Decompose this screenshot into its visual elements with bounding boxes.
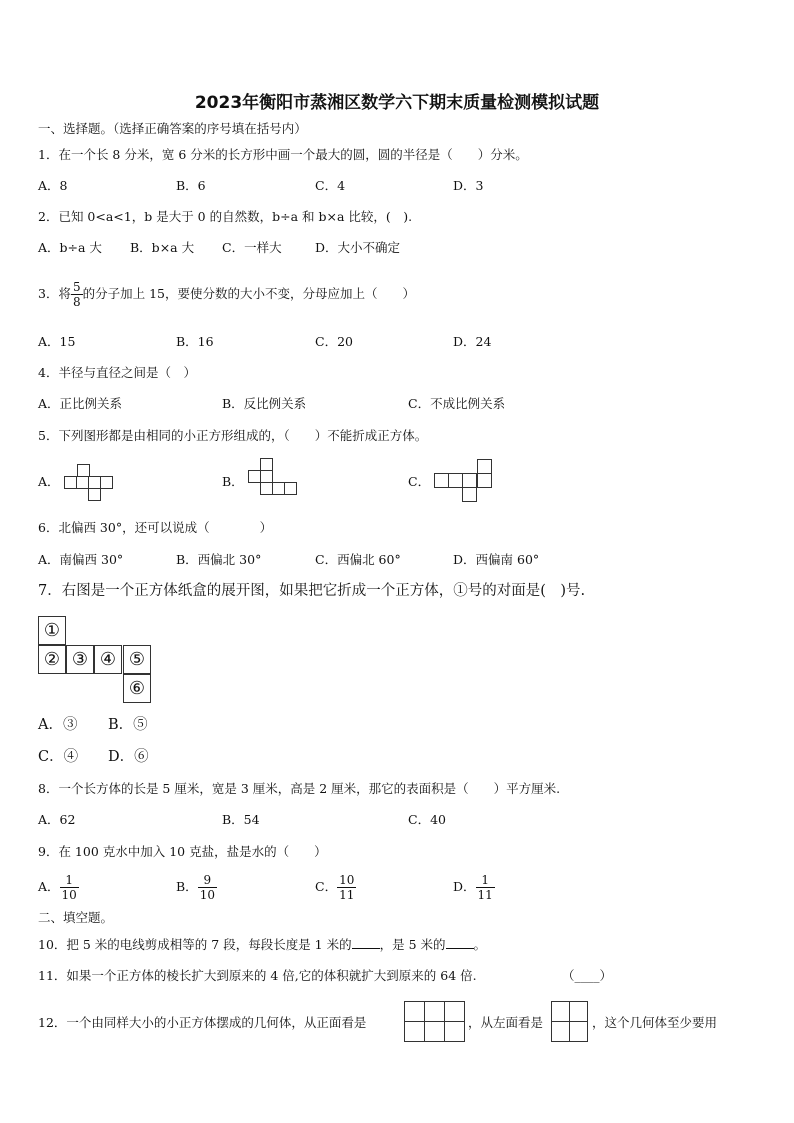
q12-part-3: ，这个几何体至少要用 bbox=[592, 1015, 718, 1030]
question-9-stem: 9．在 100 克水中加入 10 克盐，盐是水的（ ） bbox=[38, 844, 327, 859]
q9-option-b bbox=[176, 870, 217, 904]
q9-option-a-fraction bbox=[60, 873, 79, 902]
q1-option-a: A．8 bbox=[38, 178, 68, 193]
q9-option-a-label: A． bbox=[38, 879, 60, 894]
q9-b-numerator: 9 bbox=[198, 873, 217, 888]
q3-fraction-numerator: 5 bbox=[72, 280, 81, 294]
q2-option-c: C．一样大 bbox=[222, 240, 282, 255]
q9-b-denominator: 10 bbox=[199, 888, 215, 902]
q7-cell-6: ⑥ bbox=[123, 674, 151, 703]
q9-option-d bbox=[453, 870, 495, 904]
q1-option-c: C．4 bbox=[315, 178, 346, 193]
q7-cell-4: ④ bbox=[94, 645, 122, 674]
question-2-stem: 2．已知 0<a<1，b 是大于 0 的自然数，b÷a 和 b×a 比较，( ). bbox=[38, 209, 413, 224]
q8-option-b: B．54 bbox=[222, 812, 260, 827]
q9-c-numerator: 10 bbox=[339, 873, 355, 887]
q7-cube-net bbox=[38, 616, 154, 704]
q9-d-numerator: 1 bbox=[476, 873, 495, 888]
q7-cell-3: ③ bbox=[66, 645, 94, 674]
q9-d-denominator: 11 bbox=[477, 888, 493, 902]
q3-fraction bbox=[71, 280, 83, 309]
q7-option-a: A．③ bbox=[38, 717, 78, 733]
q6-option-a: A．南偏西 30° bbox=[38, 552, 124, 567]
q2-option-b: B．b×a 大 bbox=[130, 240, 195, 255]
question-5-stem: 5．下列图形都是由相同的小正方形组成的，（ ）不能折成正方体。 bbox=[38, 428, 428, 443]
q7-cell-2: ② bbox=[38, 645, 66, 674]
q10-part-1: 10．把 5 米的电线剪成相等的 7 段，每段长度是 1 米的 bbox=[38, 937, 352, 952]
question-6-stem: 6．北偏西 30°，还可以说成（ ） bbox=[38, 520, 273, 535]
q7-cell-5: ⑤ bbox=[123, 645, 151, 674]
question-1-stem: 1．在一个长 8 分米，宽 6 分米的长方形中画一个最大的圆，圆的半径是（ ）分米。 bbox=[38, 147, 528, 162]
q5-option-c: C． bbox=[408, 474, 431, 489]
q4-option-a: A．正比例关系 bbox=[38, 396, 123, 411]
q8-option-c: C．40 bbox=[408, 812, 446, 827]
q3-fraction-denominator: 8 bbox=[72, 295, 81, 309]
q4-option-c: C．不成比例关系 bbox=[408, 396, 506, 411]
q9-option-b-label: B． bbox=[176, 879, 198, 894]
q11-answer-blank[interactable]: （____） bbox=[562, 968, 613, 983]
q3-option-b: B．16 bbox=[176, 334, 214, 349]
q10-part-3: 。 bbox=[473, 937, 487, 952]
q9-option-c bbox=[315, 870, 356, 904]
section-heading-choice: 一、选择题。（选择正确答案的序号填在括号内） bbox=[38, 121, 307, 136]
q2-option-a: A．b÷a 大 bbox=[38, 240, 102, 255]
q3-prefix: 3．将 bbox=[38, 286, 71, 301]
question-11-stem: 11．如果一个正方体的棱长扩大到原来的 4 倍,它的体积就扩大到原来的 64 倍. bbox=[38, 968, 477, 983]
q7-cell-1: ① bbox=[38, 616, 66, 645]
question-8-stem: 8．一个长方体的长是 5 厘米，宽是 3 厘米，高是 2 厘米，那它的表面积是（ ）平方厘米. bbox=[38, 781, 561, 796]
q9-a-denominator: 10 bbox=[61, 888, 77, 902]
q1-option-b: B．6 bbox=[176, 178, 206, 193]
q3-option-a: A．15 bbox=[38, 334, 76, 349]
q1-option-d: D．3 bbox=[453, 178, 484, 193]
page-title: 2023年衡阳市蒸湘区数学六下期末质量检测模拟试题 bbox=[194, 93, 600, 113]
q2-option-d: D．大小不确定 bbox=[315, 240, 401, 255]
q9-option-d-label: D． bbox=[453, 879, 476, 894]
q12-part-1: 12．一个由同样大小的小正方体摆成的几何体，从正面看是 bbox=[38, 1015, 367, 1030]
q9-option-c-fraction bbox=[337, 873, 356, 902]
q6-option-b: B．西偏北 30° bbox=[176, 552, 262, 567]
q3-option-d: D．24 bbox=[453, 334, 492, 349]
q10-blank-2[interactable] bbox=[446, 936, 474, 949]
q10-part-2: ，是 5 米的 bbox=[379, 937, 446, 952]
q10-blank-1[interactable] bbox=[352, 936, 380, 949]
question-7-stem: 7．右图是一个正方体纸盒的展开图，如果把它折成一个正方体，①号的对面是( )号. bbox=[38, 583, 586, 599]
q9-option-d-fraction bbox=[476, 873, 495, 902]
q3-suffix: 的分子加上 15，要使分数的大小不变，分母应加上（ ） bbox=[82, 286, 415, 301]
q5-option-b: B． bbox=[222, 474, 244, 489]
q8-option-a: A．62 bbox=[38, 812, 76, 827]
q7-option-d: D．⑥ bbox=[108, 749, 149, 765]
q9-a-numerator: 1 bbox=[60, 873, 79, 888]
q7-option-b: B．⑤ bbox=[108, 717, 148, 733]
q6-option-c: C．西偏北 60° bbox=[315, 552, 401, 567]
question-3-stem bbox=[38, 274, 415, 314]
q9-option-b-fraction bbox=[198, 873, 217, 902]
q5-option-a: A． bbox=[38, 474, 60, 489]
q3-option-c: C．20 bbox=[315, 334, 353, 349]
q9-c-denominator: 11 bbox=[339, 888, 355, 902]
question-4-stem: 4．半径与直径之间是（ ） bbox=[38, 365, 196, 380]
q7-option-c: C．④ bbox=[38, 749, 79, 765]
q4-option-b: B．反比例关系 bbox=[222, 396, 307, 411]
q9-option-a bbox=[38, 870, 79, 904]
section-heading-fill: 二、填空题。 bbox=[38, 910, 114, 925]
q9-option-c-label: C． bbox=[315, 879, 338, 894]
q12-part-2: ，从左面看是 bbox=[468, 1015, 544, 1030]
question-10 bbox=[38, 936, 486, 953]
q6-option-d: D．西偏南 60° bbox=[453, 552, 540, 567]
